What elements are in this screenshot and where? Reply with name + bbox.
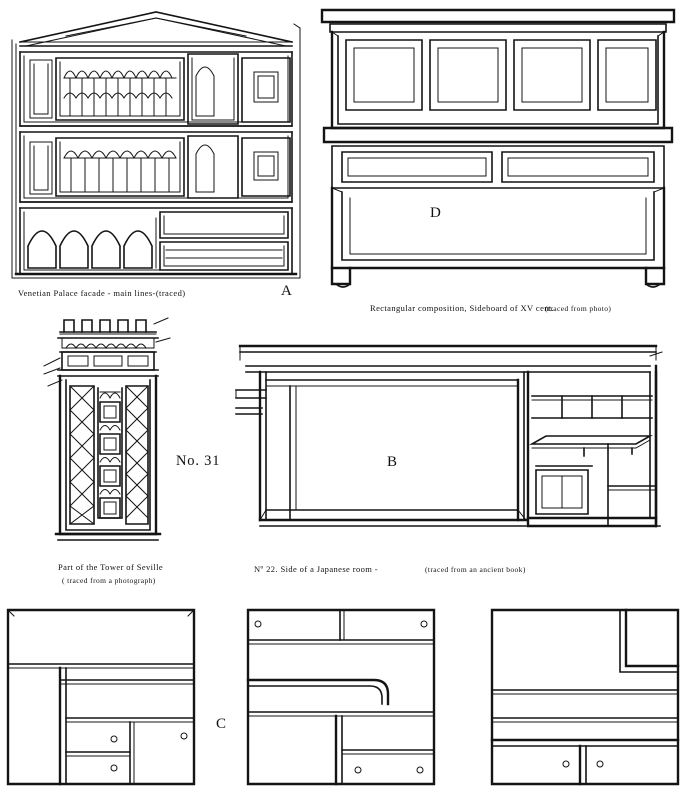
figure-venetian-palace (6, 6, 306, 286)
subcaption-sideboard-xv: (traced from photo) (545, 304, 612, 313)
figure-plan-study-left (4, 606, 198, 788)
figure-sideboard-xv (316, 2, 682, 294)
subcaption-tower-of-seville: ( traced from a photograph) (62, 576, 156, 585)
caption-japanese-room: Nº 22. Side of a Japanese room - (254, 564, 379, 574)
figure-japanese-room (236, 336, 666, 552)
caption-tower-of-seville: Part of the Tower of Seville (58, 562, 164, 572)
caption-sideboard-xv: Rectangular composition, Sideboard of XV cent. (370, 303, 555, 313)
figure-plan-study-right (488, 606, 682, 788)
plate-number: No. 31 (176, 453, 221, 469)
figure-letter-b: B (387, 454, 398, 470)
figure-letter-d: D (430, 205, 441, 221)
caption-venetian-palace: Venetian Palace facade - main lines-(traced) (18, 288, 186, 298)
subcaption-japanese-room: (traced from an ancient book) (425, 565, 526, 574)
figure-tower-of-seville (44, 312, 184, 560)
figure-plan-study-middle (244, 606, 438, 788)
figure-letter-c: C (216, 716, 227, 732)
figure-letter-a: A (281, 283, 292, 299)
